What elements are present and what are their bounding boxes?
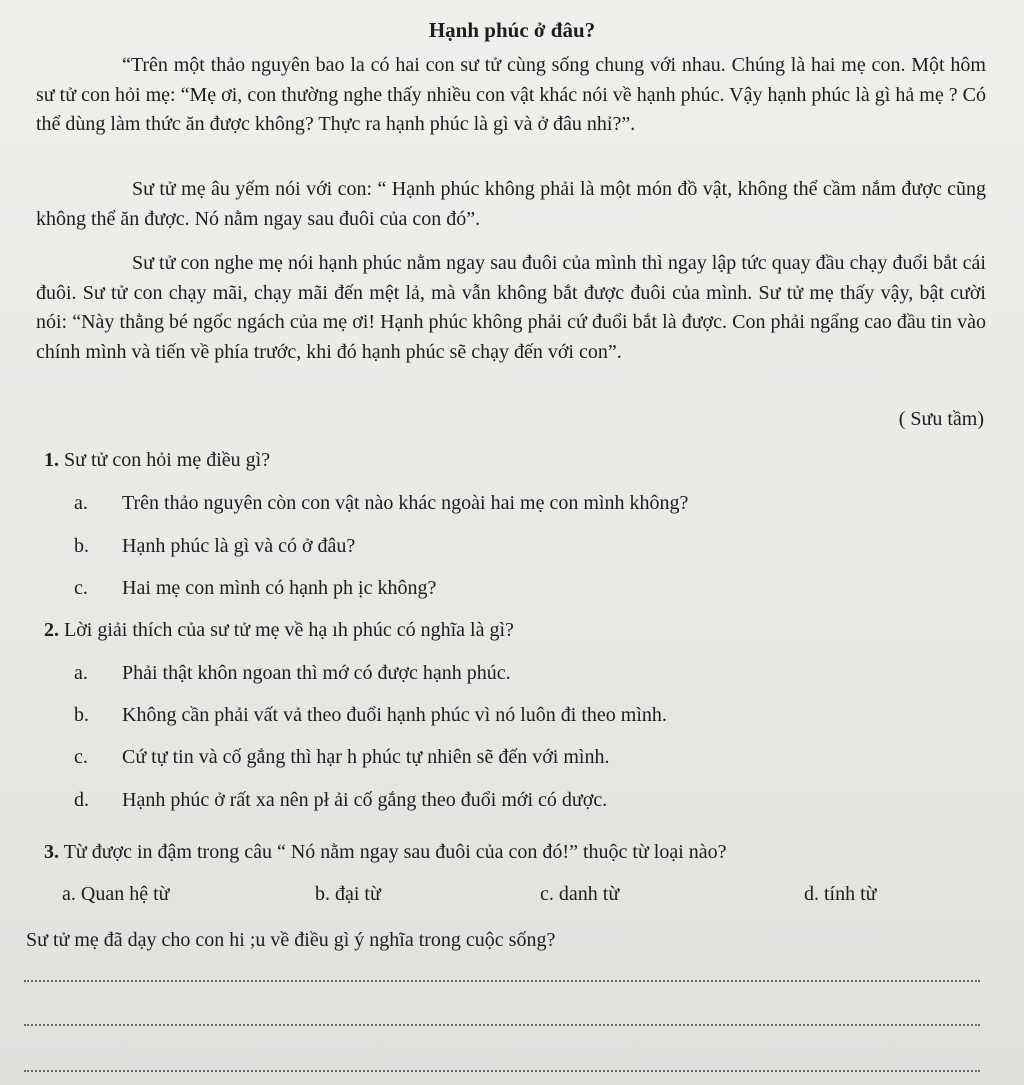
option-text: . đại từ: [325, 883, 381, 905]
option-label: d.: [74, 789, 89, 811]
option-label: c.: [540, 883, 554, 905]
question-number: 2.: [44, 619, 59, 641]
option-label: b.: [74, 704, 89, 726]
question-1-option-b: [74, 535, 355, 558]
option-label: b: [315, 883, 325, 905]
option-label: c.: [74, 746, 88, 768]
question-text: Sư tử con hỏi mẹ điều gì?: [64, 449, 271, 471]
option-text: tính từ: [824, 883, 877, 905]
answer-line-3[interactable]: [24, 1070, 980, 1072]
question-3-option-b: [315, 883, 381, 906]
option-label: a.: [74, 662, 88, 684]
option-label: d.: [804, 883, 819, 905]
question-2-option-d: [74, 789, 607, 812]
option-text: Cứ tự tin và cố gắng thì hạr h phúc tự nhiên sẽ đến với mình.: [122, 746, 610, 768]
page-title: Hạnh phúc ở đâu?: [428, 18, 596, 42]
question-2-option-b: [74, 704, 667, 727]
question-1: [44, 449, 270, 472]
question-1-option-c: [74, 577, 436, 600]
option-text: Quan hệ từ: [80, 883, 170, 905]
option-label: a.: [74, 492, 88, 514]
question-number: 1.: [44, 449, 59, 471]
question-2: [44, 619, 514, 642]
answer-line-2[interactable]: [24, 1024, 980, 1026]
question-3-option-c: [540, 883, 619, 906]
option-text: Hạnh phúc ở rất xa nên pł ải cố gắng theo đuổi mới có dược.: [122, 789, 608, 811]
question-3: [44, 841, 727, 864]
story-paragraph-2: Sư tử mẹ âu yếm nói với con: “ Hạnh phúc không phải là một món đồ vật, không thể cầm nắm được cũng không thể ăn được. Nó nằm ngay sau đuôi của con đó”.: [36, 178, 986, 230]
question-text: Từ được in đậm trong câu “ Nó nằm ngay sau đuôi của con đó!” thuộc từ loại nào?: [63, 841, 727, 863]
option-text: Hạnh phúc là gì và có ở đâu?: [122, 535, 356, 557]
option-text: Phải thật khôn ngoan thì mớ có được hạnh phúc.: [122, 662, 511, 684]
final-question: Sư tử mẹ đã dạy cho con hi ;u về điều gì ý nghĩa trong cuộc sống?: [26, 929, 556, 951]
question-number: 3.: [44, 841, 59, 863]
story-paragraph-1: “Trên một thảo nguyên bao la có hai con sư tử cùng sống chung với nhau. Chúng là hai mẹ con. Một hôm sư tử con hỏi mẹ: “Mẹ ơi, con thường nghe thấy nhiều con vật khác nói về hạnh phúc. Vậy hạnh phúc là gì hả mẹ ? Có thể dùng làm thức ăn được không? Thực ra hạnh phúc là gì và ở đâu nhỉ?”.: [36, 54, 986, 135]
story-paragraph-3: Sư tử con nghe mẹ nói hạnh phúc nằm ngay sau đuôi của mình thì ngay lập tức quay đầu chạy đuổi bắt cái đuôi. Sư tử con chạy mãi, chạy mãi đến mệt lả, mà vẫn không bắt được đuôi của mình. Sư tử mẹ thấy vậy, bật cười nói: “Này thằng bé ngốc ngách của mẹ ơi! Hạnh phúc không phải cứ đuổi bắt là được. Con phải ngẩng cao đầu tin vào chính mình và tiến về phía trước, khi đó hạnh phúc sẽ chạy đến với con”.: [36, 252, 986, 363]
story-source: ( Sưu tầm): [898, 408, 984, 430]
option-label: a.: [62, 883, 76, 905]
question-text: Lời giải thích của sư tử mẹ về hạ ıh phúc có nghĩa là gì?: [64, 619, 514, 641]
question-1-option-a: [74, 492, 688, 515]
option-text: Hai mẹ con mình có hạnh ph ịc không?: [122, 577, 437, 599]
question-2-option-c: [74, 746, 609, 769]
option-label: c.: [74, 577, 88, 599]
option-label: b.: [74, 535, 89, 557]
answer-line-1[interactable]: [24, 980, 980, 982]
option-text: Trên thảo nguyên còn con vật nào khác ngoài hai mẹ con mình không?: [122, 492, 689, 514]
option-text: Không cần phải vất vả theo đuổi hạnh phúc vì nó luôn đi theo mình.: [122, 704, 667, 726]
question-3-option-d: [804, 883, 877, 906]
question-3-option-a: [62, 883, 169, 906]
option-text: danh từ: [558, 883, 620, 905]
question-2-option-a: [74, 662, 511, 685]
